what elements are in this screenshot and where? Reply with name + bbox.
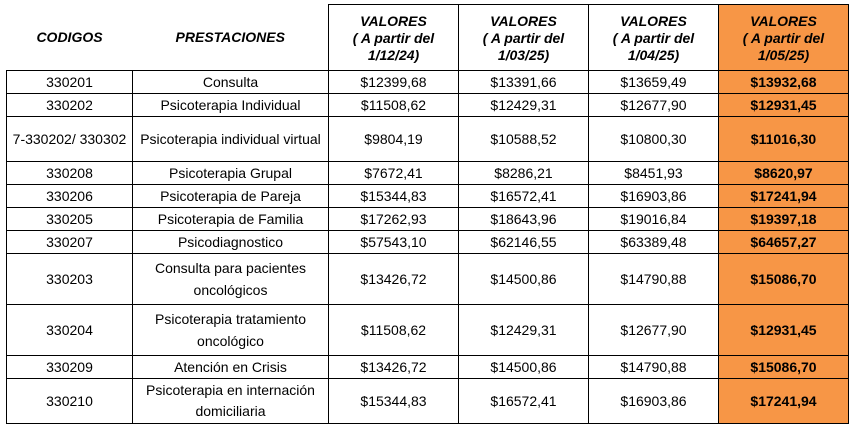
row-value-2: $16572,41	[459, 379, 589, 424]
row-code: 7-330202/ 330302	[7, 117, 133, 162]
table-row	[7, 379, 849, 424]
header-row	[7, 5, 849, 71]
row-value-2: $14500,86	[459, 356, 589, 379]
table-row	[7, 94, 849, 117]
row-value-1: $7672,41	[329, 162, 459, 185]
row-value-3: $16903,86	[589, 185, 719, 208]
row-value-1: $13426,72	[329, 356, 459, 379]
row-value-3: $8451,93	[589, 162, 719, 185]
header-valores-3-line1: VALORES	[620, 12, 687, 29]
header-prestaciones: PRESTACIONES	[133, 5, 329, 71]
row-value-2: $16572,41	[459, 185, 589, 208]
row-prestacion: Psicodiagnostico	[133, 231, 329, 254]
header-valores-3	[589, 5, 719, 71]
row-value-4: $17241,94	[719, 379, 849, 424]
row-value-2: $8286,21	[459, 162, 589, 185]
tariff-table	[6, 4, 849, 424]
row-value-4: $15086,70	[719, 254, 849, 305]
row-value-3: $10800,30	[589, 117, 719, 162]
row-value-3: $13659,49	[589, 71, 719, 94]
table-body	[7, 71, 849, 424]
row-value-3: $19016,84	[589, 208, 719, 231]
row-value-1: $17262,93	[329, 208, 459, 231]
row-prestacion: Atención en Crisis	[133, 356, 329, 379]
row-prestacion: Consulta para pacientes oncológicos	[133, 254, 329, 305]
row-value-4: $8620,97	[719, 162, 849, 185]
row-value-2: $13391,66	[459, 71, 589, 94]
row-prestacion: Psicoterapia tratamiento oncológico	[133, 305, 329, 356]
row-code: 330204	[7, 305, 133, 356]
row-code: 330207	[7, 231, 133, 254]
row-value-2: $62146,55	[459, 231, 589, 254]
row-value-2: $18643,96	[459, 208, 589, 231]
row-prestacion: Psicoterapia Grupal	[133, 162, 329, 185]
table-row	[7, 208, 849, 231]
row-value-3: $14790,88	[589, 356, 719, 379]
row-value-1: $11508,62	[329, 94, 459, 117]
header-valores-1-line2: ( A partir del	[352, 29, 435, 46]
row-prestacion: Psicoterapia Individual	[133, 94, 329, 117]
header-valores-3-line3: 1/04/25)	[627, 46, 680, 63]
row-code: 330205	[7, 208, 133, 231]
row-value-4: $19397,18	[719, 208, 849, 231]
header-valores-4-line2: ( A partir del	[742, 29, 825, 46]
header-valores-4	[719, 5, 849, 71]
row-value-4: $12931,45	[719, 305, 849, 356]
row-code: 330203	[7, 254, 133, 305]
header-valores-1	[329, 5, 459, 71]
row-value-3: $16903,86	[589, 379, 719, 424]
table-row	[7, 185, 849, 208]
table-row	[7, 231, 849, 254]
row-value-1: $12399,68	[329, 71, 459, 94]
table-row	[7, 162, 849, 185]
row-value-2: $14500,86	[459, 254, 589, 305]
row-prestacion: Psicoterapia en internación domiciliaria	[133, 379, 329, 424]
row-value-2: $12429,31	[459, 305, 589, 356]
header-codigos: CODIGOS	[7, 5, 133, 71]
row-value-3: $14790,88	[589, 254, 719, 305]
row-value-3: $12677,90	[589, 305, 719, 356]
row-prestacion: Consulta	[133, 71, 329, 94]
row-value-1: $13426,72	[329, 254, 459, 305]
row-value-4: $17241,94	[719, 185, 849, 208]
table-row	[7, 305, 849, 356]
row-value-3: $12677,90	[589, 94, 719, 117]
row-code: 330210	[7, 379, 133, 424]
header-valores-2-line1: VALORES	[490, 12, 557, 29]
row-value-4: $11016,30	[719, 117, 849, 162]
row-prestacion: Psicoterapia de Familia	[133, 208, 329, 231]
row-prestacion: Psicoterapia individual virtual	[133, 117, 329, 162]
row-value-4: $12931,45	[719, 94, 849, 117]
row-code: 330208	[7, 162, 133, 185]
row-code: 330202	[7, 94, 133, 117]
row-value-2: $12429,31	[459, 94, 589, 117]
header-valores-1-line3: 1/12/24)	[367, 46, 420, 63]
row-value-4: $13932,68	[719, 71, 849, 94]
row-value-1: $57543,10	[329, 231, 459, 254]
header-valores-3-line2: ( A partir del	[612, 29, 695, 46]
header-valores-2-line3: 1/03/25)	[497, 46, 550, 63]
table-row	[7, 71, 849, 94]
row-value-2: $10588,52	[459, 117, 589, 162]
row-value-4: $64657,27	[719, 231, 849, 254]
row-prestacion: Psicoterapia de Pareja	[133, 185, 329, 208]
row-code: 330206	[7, 185, 133, 208]
row-value-1: $15344,83	[329, 379, 459, 424]
table-row	[7, 254, 849, 305]
row-code: 330209	[7, 356, 133, 379]
row-value-1: $15344,83	[329, 185, 459, 208]
row-value-1: $9804,19	[329, 117, 459, 162]
row-value-3: $63389,48	[589, 231, 719, 254]
header-valores-4-line3: 1/05/25)	[757, 46, 810, 63]
row-value-4: $15086,70	[719, 356, 849, 379]
table-row	[7, 117, 849, 162]
row-value-1: $11508,62	[329, 305, 459, 356]
header-valores-2-line2: ( A partir del	[482, 29, 565, 46]
header-valores-4-line1: VALORES	[750, 12, 817, 29]
row-code: 330201	[7, 71, 133, 94]
table-row	[7, 356, 849, 379]
header-valores-2	[459, 5, 589, 71]
header-valores-1-line1: VALORES	[360, 12, 427, 29]
